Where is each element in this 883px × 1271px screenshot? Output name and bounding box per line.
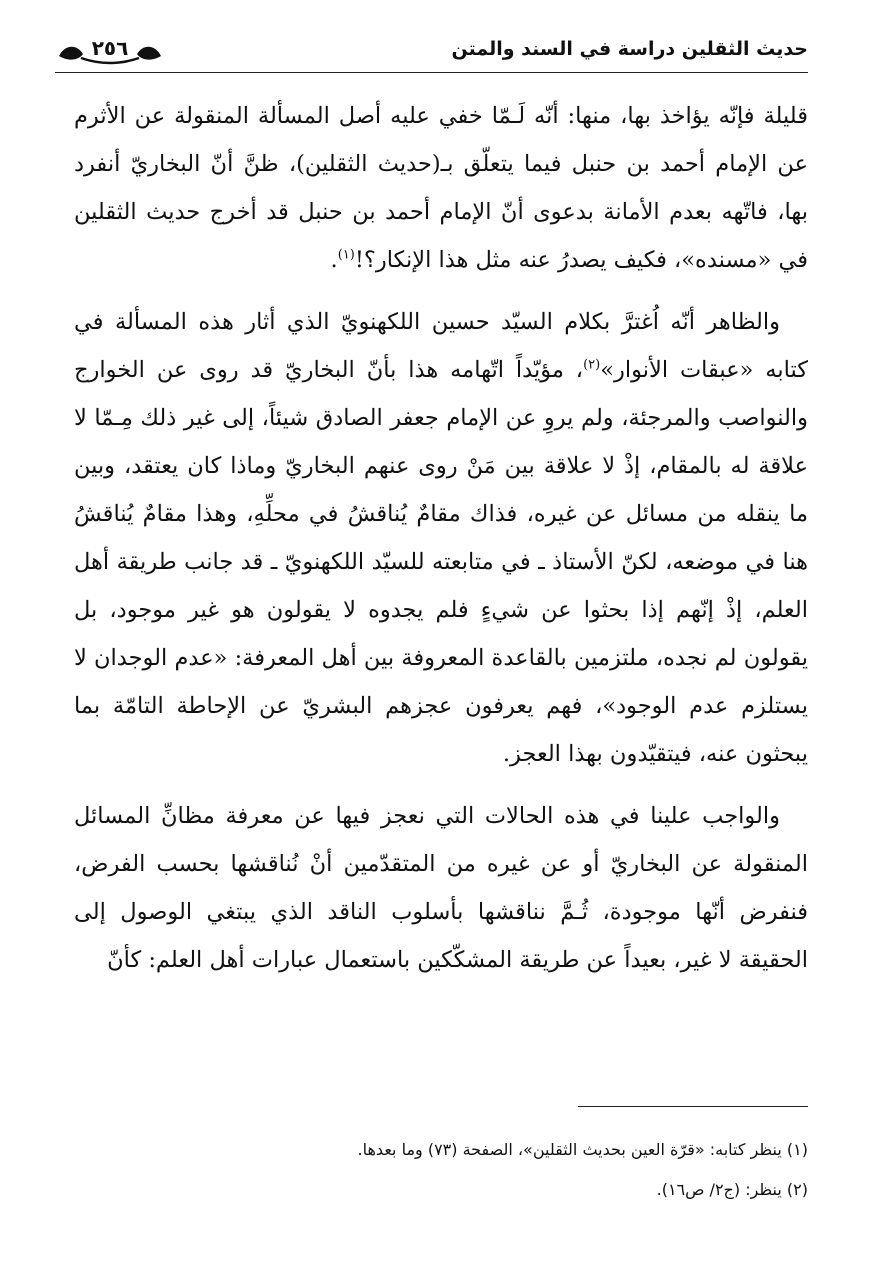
paragraph-2-text-before: والظاهر أنّه اُغترَّ بكلام السيّد حسين اللكهنويّ الذي أثار هذه المسألة في كتابه «عبقات الأنوار» bbox=[74, 309, 808, 383]
footnote-divider bbox=[578, 1106, 808, 1107]
page-number: ٢٥٦ bbox=[91, 36, 129, 60]
paragraph-1 bbox=[74, 92, 808, 284]
footnote-ref-1[interactable]: (١) bbox=[337, 247, 355, 263]
footnote-1: (١) ينظر كتابه: «قرّة العين بحديث الثقلين»، الصفحة (٧٣) وما بعدها. bbox=[357, 1140, 808, 1159]
header-divider bbox=[55, 72, 808, 73]
footnote-ref-2[interactable]: (٢) bbox=[583, 357, 601, 373]
running-title: حديث الثقلين دراسة في السند والمتن bbox=[451, 38, 808, 60]
paragraph-3-text: والواجب علينا في هذه الحالات التي نعجز فيها عن معرفة مظانِّ المسائل المنقولة عن البخاريّ أو عن غيره من المتقدّمين أنْ نُناقشها بحسب الفرض، فنفرض أنّها موجودة، ثُـمَّ نناقشها بأسلوب الناقد الذي يبتغي الوصول إلى الحقيقة لا غير، بعيداً عن طريقة المشكّكين باستعمال عبارات أهل العلم: كأنّ bbox=[74, 803, 808, 973]
paragraph-1-tail: . bbox=[330, 247, 338, 273]
page-header bbox=[55, 30, 808, 80]
page-number-ornament bbox=[55, 38, 165, 68]
paragraph-1-text: قليلة فإنّه يؤاخذ بها، منها: أنّه لَـمّا خفي عليه أصل المسألة المنقولة عن الأثرم عن الإمام أحمد بن حنبل فيما يتعلّق بـ(حديث الثقلين)، ظنَّ أنّ البخاريّ أنفرد بها، فاتّهه بعدم الأمانة بدعوى أنّ الإمام أحمد بن حنبل قد أخرج حديث الثقلين في «مسنده»، فكيف يصدرُ عنه مثل هذا الإنكار؟! bbox=[74, 103, 808, 273]
paragraph-2 bbox=[74, 298, 808, 778]
paragraph-3 bbox=[74, 792, 808, 984]
footnotes bbox=[74, 1130, 808, 1210]
footnote-2: (٢) ينظر: (ج٢/ ص١٦). bbox=[656, 1180, 808, 1199]
paragraph-2-text-after: ، مؤيّداً اتّهامه هذا بأنّ البخاريّ قد روى عن الخوارج والنواصب والمرجئة، ولم يروِ عن الإمام جعفر الصادق شيئاً، إلى غير ذلك مِـمّا لا علاقة له بالمقام، إذْ لا علاقة بين مَنْ روى عنهم البخاريّ وماذا كان يعتقد، وبين ما ينقله من مسائل عن غيره، فذاك مقامٌ يُناقشُ في محلِّهِ، وهذا مقامٌ يُناقشُ هنا في موضعه، لكنّ الأستاذ ـ في متابعته للسيّد اللكهنويّ ـ قد جانب طريقة أهل العلم، إذْ إنّهم إذا بحثوا عن شيءٍ فلم يجدوه لا يقولون هو غير موجود، بل يقولون لم نجده، ملتزمين بالقاعدة المعروفة بين أهل المعرفة: «عدم الوجدان لا يستلزم عدم الوجود»، فهم يعرفون عجزهم البشريّ عن الإحاطة التامّة بما يبحثون عنه، فيتقيّدون بهذا العجز. bbox=[74, 357, 809, 767]
main-text bbox=[74, 92, 808, 998]
